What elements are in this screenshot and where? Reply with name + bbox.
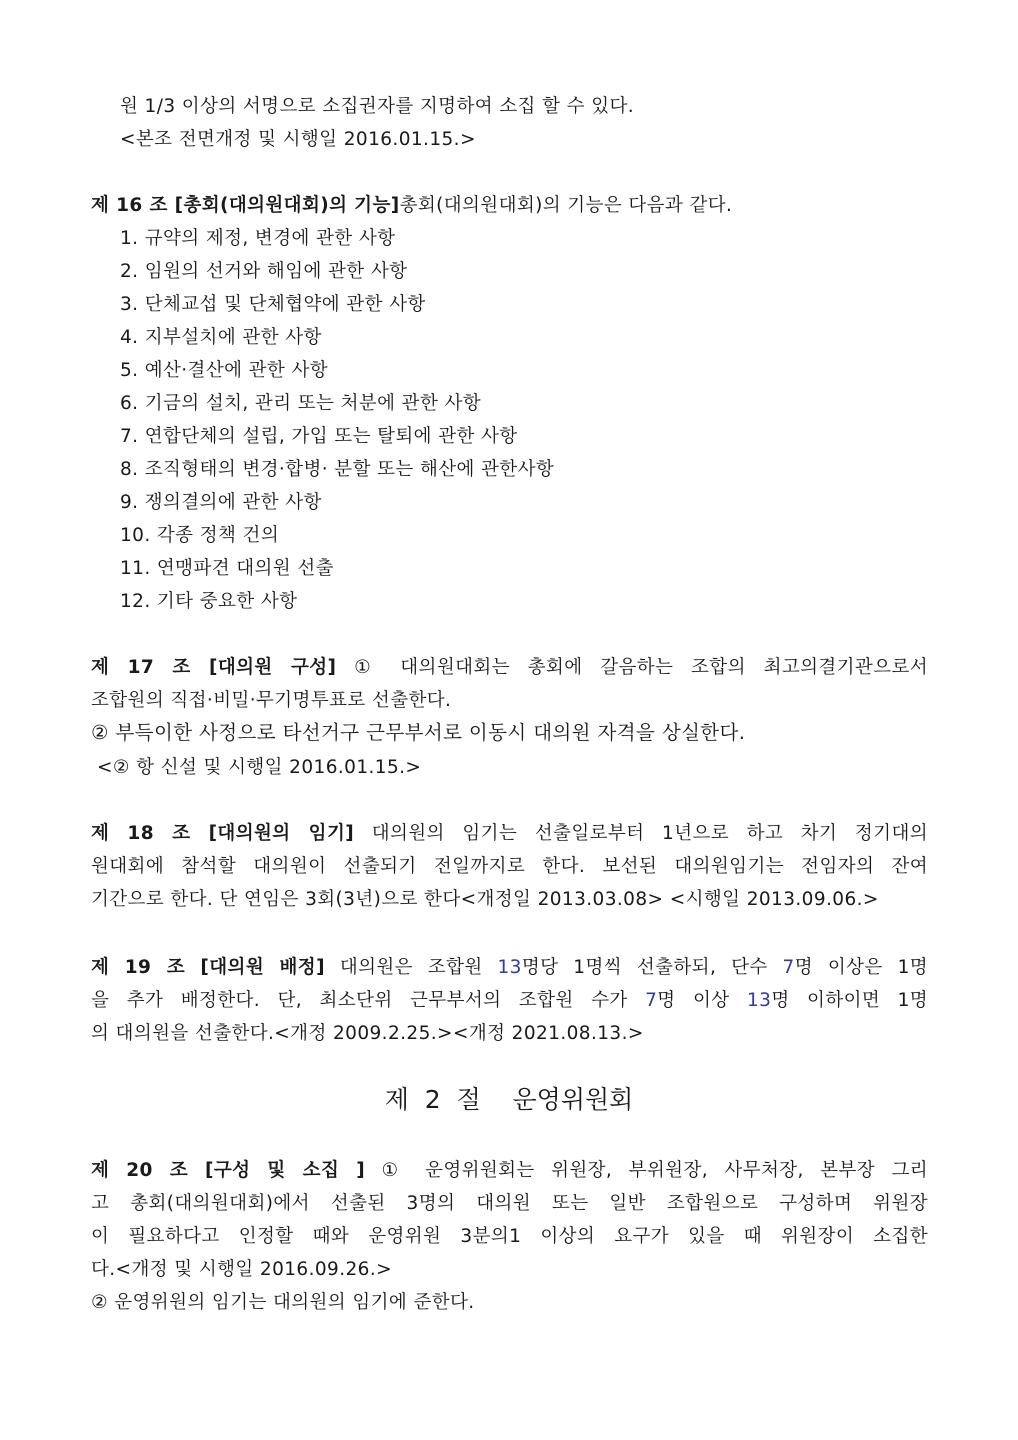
article-16-item: 5. 예산·결산에 관한 사항 xyxy=(120,360,329,381)
article-20-clause-2: ② 운영위원의 임기는 대의원의 임기에 준한다. xyxy=(91,1292,475,1313)
section-2-heading: 제 2 절 운영위원회 xyxy=(384,1085,634,1114)
article-20-line-3: 이 필요하다고 인정할 때와 운영위원 3분의1 이상의 요구가 있을 때 위원장이 소집한 xyxy=(91,1226,928,1247)
article-16-item: 2. 임원의 선거와 해임에 관한 사항 xyxy=(120,261,408,282)
article-17-clause-2: ② 부득이한 사정으로 타선거구 근무부서로 이동시 대의원 자격을 상실한다. xyxy=(91,721,746,744)
article-19-number: 7 xyxy=(782,957,795,978)
article-19-text: 명 이상 xyxy=(657,990,730,1011)
article-19-text: 명 이하이면 1명 xyxy=(771,990,929,1011)
article-18-line-3: 기간으로 한다. 단 연임은 3회(3년)으로 한다<개정일 2013.03.08> <시행일 2013.09.06.> xyxy=(91,889,879,910)
article-17-note: <② 항 신설 및 시행일 2016.01.15.> xyxy=(97,757,422,778)
article-19-text: 을 추가 배정한다. 단, 최소단위 근무부서의 조합원 수가 xyxy=(91,990,628,1011)
article-17-title: 제 17 조 [대의원 구성] xyxy=(91,657,337,678)
article-17-line-1 xyxy=(91,655,928,681)
article-20-text: ① 운영위원회는 위원장, 부위원장, 사무처장, 본부장 그리 xyxy=(381,1160,929,1181)
article-19-title: 제 19 조 [대의원 배정] xyxy=(91,957,325,978)
article-16-item: 10. 각종 정책 건의 xyxy=(120,525,280,546)
article-17-text: ① 대의원대회는 총회에 갈음하는 조합의 최고의결기관으로서 xyxy=(354,657,929,678)
intro-line: 원 1/3 이상의 서명으로 소집권자를 지명하여 소집 할 수 있다. xyxy=(120,96,635,117)
article-19-line-2 xyxy=(91,988,928,1014)
article-19-text: 명 이상은 1명 xyxy=(794,957,929,978)
article-18-line-2: 원대회에 참석할 대의원이 선출되기 전일까지로 한다. 보선된 대의원임기는 전임자의 잔여 xyxy=(91,856,928,877)
article-17-line-2: 조합원의 직접·비밀·무기명투표로 선출한다. xyxy=(91,690,452,711)
article-20-line-4: 다.<개정 및 시행일 2016.09.26.> xyxy=(91,1259,393,1280)
article-19-text: 명당 1명씩 선출하되, 단수 xyxy=(521,957,768,978)
article-19-number: 13 xyxy=(497,957,522,978)
article-18-text: 대의원의 임기는 선출일로부터 1년으로 하고 차기 정기대의 xyxy=(371,823,928,844)
article-16-item: 9. 쟁의결의에 관한 사항 xyxy=(120,492,322,513)
article-19-line-1 xyxy=(91,955,928,981)
article-16-item: 6. 기금의 설치, 관리 또는 처분에 관한 사항 xyxy=(120,393,482,414)
article-16-title: 제 16 조 [총회(대의원대회)의 기능] xyxy=(91,195,400,216)
article-19-number: 7 xyxy=(645,990,658,1011)
article-16-item: 8. 조직형태의 변경·합병· 분할 또는 해산에 관한사항 xyxy=(120,459,555,480)
article-16-text: 총회(대의원대회)의 기능은 다음과 같다. xyxy=(399,195,733,216)
article-20-title: 제 20 조 [구성 및 소집 ] xyxy=(91,1160,366,1181)
article-19-number: 13 xyxy=(746,990,772,1011)
article-16-item: 12. 기타 중요한 사항 xyxy=(120,591,298,612)
article-16-heading xyxy=(91,193,928,219)
article-16-item: 11. 연맹파견 대의원 선출 xyxy=(120,558,334,579)
intro-note: <본조 전면개정 및 시행일 2016.01.15.> xyxy=(120,129,476,150)
article-19-text: 대의원은 조합원 xyxy=(339,957,483,978)
article-19-line-3: 의 대의원을 선출한다.<개정 2009.2.25.><개정 2021.08.13.> xyxy=(91,1023,644,1044)
article-20-line-2: 고 총회(대의원대회)에서 선출된 3명의 대의원 또는 일반 조합원으로 구성하며 위원장 xyxy=(91,1193,928,1214)
article-16-item: 3. 단체교섭 및 단체협약에 관한 사항 xyxy=(120,294,426,315)
article-18-line-1 xyxy=(91,821,928,847)
article-16-item: 1. 규약의 제정, 변경에 관한 사항 xyxy=(120,228,396,249)
article-16-item: 4. 지부설치에 관한 사항 xyxy=(120,327,322,348)
article-20-line-1 xyxy=(91,1158,928,1184)
article-18-title: 제 18 조 [대의원의 임기] xyxy=(91,823,355,844)
article-16-item: 7. 연합단체의 설립, 가입 또는 탈퇴에 관한 사항 xyxy=(120,426,518,447)
